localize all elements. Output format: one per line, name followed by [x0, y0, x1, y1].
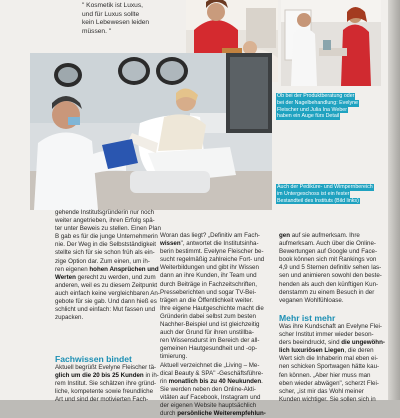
- text-line: [160, 353, 275, 361]
- text-fragment: denstamm zu einem Besuch in der: [279, 288, 375, 296]
- text-line: [160, 345, 275, 353]
- text-line: [160, 305, 275, 313]
- text-fragment: zige Option dar. Zum einen, um ih-: [55, 257, 150, 265]
- text-line: [55, 314, 167, 322]
- text-fragment: Art und sind der motivierten Fach-: [55, 396, 149, 404]
- text-fragment: B gab es für die junge Unternehmerin: [55, 233, 158, 241]
- text-line: [160, 232, 275, 240]
- text-line: [279, 339, 387, 347]
- quote-line: müssen. ": [82, 28, 112, 36]
- article-column-1b: [55, 364, 167, 404]
- quote-line: kein Lebewesen leiden: [82, 19, 150, 27]
- text-line: [55, 290, 167, 298]
- bold-text: persönliche Weiterempfehlun-: [177, 410, 266, 418]
- text-line: [160, 264, 275, 272]
- bold-text: Werten: [55, 273, 76, 281]
- text-line: [160, 272, 275, 280]
- text-fragment: durch Beiträge in Fachzeitschriften,: [160, 280, 257, 288]
- caption-line: Bestandteil des Instituts (Bild links): [277, 197, 359, 204]
- bold-text: glich um die 20 bis 25 Kunden: [55, 372, 144, 380]
- text-fragment: rem Institut. Sie schätzen ihre gründ-: [55, 380, 157, 388]
- text-line: [55, 372, 167, 380]
- article-column-1: [55, 209, 167, 322]
- text-fragment: ter unter Beweis zu stellen. Einen Plan: [55, 225, 161, 233]
- bold-text: wissen: [160, 240, 181, 248]
- text-fragment: rin: [160, 377, 169, 385]
- text-line: [55, 298, 167, 306]
- text-fragment: dann an ihre Kunden, ihr Team und: [160, 272, 257, 280]
- text-fragment: Nachher-Beispiel und ist gleichzeitig: [160, 321, 260, 329]
- text-fragment: ders beeindruckt, sind: [279, 339, 342, 347]
- caption-line: bei der Nagelbehandlung: Evelyne: [277, 99, 358, 106]
- text-fragment: gerecht zu werden, und zum: [75, 273, 156, 281]
- text-fragment: Woran das liegt? „Definitiv am Fach-: [160, 232, 260, 239]
- text-line: [55, 258, 167, 266]
- subheading-mehr-ist-mehr: Mehr ist mehr: [279, 313, 336, 323]
- text-line: [160, 297, 275, 305]
- text-line: [160, 386, 275, 394]
- text-line: [160, 329, 275, 337]
- article-column-3: [279, 232, 387, 305]
- text-line: [55, 233, 167, 241]
- text-line: [279, 355, 387, 363]
- text-line: [160, 402, 275, 410]
- text-fragment: trägen an die Öffentlichkeit weiter.: [160, 296, 254, 304]
- text-fragment: weiter angetrieben, ihren Erfolg spä-: [55, 217, 155, 225]
- text-fragment: Presseberichten und sogar TV-Bei-: [160, 288, 257, 296]
- text-line: [279, 248, 387, 256]
- text-line: [160, 281, 275, 289]
- text-line: [160, 256, 275, 264]
- quote-line: und für Luxus sollte: [82, 10, 140, 18]
- text-fragment: Aktuell verzeichnet die „Living – Me-: [160, 361, 260, 369]
- text-fragment: durch: [160, 410, 178, 418]
- text-line: [160, 248, 275, 256]
- text-fragment: auch der Grund für ihren unstillba-: [160, 329, 254, 337]
- text-fragment: Ihre eigene Hautgeschichte macht die: [160, 304, 264, 312]
- text-line: [279, 232, 387, 240]
- text-fragment: schlicht und einfach: Mut fassen und: [55, 306, 156, 314]
- text-line: [160, 394, 275, 402]
- text-line: [55, 241, 167, 249]
- text-fragment: auf sie aufmerksam. Ihre: [290, 232, 360, 239]
- text-line: [279, 281, 387, 289]
- text-fragment: liche, kompetente sowie freundliche: [55, 388, 154, 396]
- text-line: [160, 337, 275, 345]
- text-line: [279, 289, 387, 297]
- quote-line: " Kosmetik ist Luxus,: [82, 2, 143, 9]
- text-line: [160, 410, 275, 418]
- text-fragment: Aktuell begrüßt Evelyne Fleischer tä-: [55, 364, 157, 371]
- text-fragment: 4,9 und 5 Sternen definitiv sehen las-: [279, 264, 382, 272]
- text-line: [55, 225, 167, 233]
- text-fragment: gebote für sie gab. Und dann hieß es: [55, 298, 157, 306]
- text-fragment: Sie werden neben den Online-Akti-: [160, 385, 256, 393]
- text-line: [279, 347, 387, 355]
- text-fragment: der eigenen Website hauptsächlich: [160, 401, 257, 409]
- text-line: [279, 297, 387, 305]
- text-fragment: nie. Der Weg in die Selbstständigkeit: [55, 241, 157, 249]
- text-fragment: zupacken.: [55, 314, 84, 322]
- text-fragment: dical Beauty & SPA" -Geschäftsführe-: [160, 369, 264, 377]
- text-fragment: sucht regelmäßig zahlreiche Fort- und: [160, 256, 265, 264]
- text-fragment: .: [261, 377, 263, 385]
- page-edge-shadow: [388, 0, 400, 400]
- caption-line: haben ein Auge fürs Detail: [277, 113, 340, 120]
- bold-text: lich luxuriösen Liegen: [279, 347, 345, 355]
- bold-text: die ungewöhn-: [341, 339, 385, 347]
- text-line: [279, 240, 387, 248]
- text-line: [160, 370, 275, 378]
- text-fragment: stellte sich für sie schon früh als ein-: [55, 249, 155, 257]
- text-line: [160, 378, 275, 386]
- text-line: [55, 306, 167, 314]
- text-fragment: eben wieder abwägen", scherzt Flei-: [279, 379, 379, 387]
- text-fragment: in ih-: [143, 372, 159, 380]
- text-line: [279, 380, 387, 388]
- text-line: [279, 396, 387, 404]
- bold-text: gen: [279, 232, 291, 239]
- text-line: [279, 323, 387, 331]
- text-fragment: fen können. „Aber hier muss man: [279, 371, 371, 379]
- text-fragment: ren eigenen: [55, 265, 90, 273]
- text-fragment: Gründerin dabei selbst zum besten: [160, 312, 256, 320]
- text-fragment: ", antwortet die Institutsinha-: [180, 240, 259, 248]
- text-line: [160, 313, 275, 321]
- text-fragment: gemeinen Hautgesundheit und -op-: [160, 345, 258, 353]
- text-fragment: nen schicken Sportwagen hätte kau-: [279, 363, 380, 371]
- text-fragment: auch einfach keine vergleichbaren An-: [55, 289, 160, 297]
- text-line: [279, 331, 387, 339]
- text-line: [55, 249, 167, 257]
- text-line: [55, 388, 167, 396]
- text-fragment: , die deren: [344, 347, 374, 355]
- bold-text: monatlich bis zu 40 Neukunden: [168, 377, 262, 385]
- text-fragment: ren Wissensdurst im Bereich der all-: [160, 337, 260, 345]
- caption-line: Auch der Pediküre- und Wimpernbereich: [277, 184, 373, 190]
- text-line: [55, 282, 167, 290]
- text-fragment: Kunden wichtiger. Sie sollen sich in: [279, 395, 376, 403]
- text-fragment: Bewertungen auf Google und Face-: [279, 248, 378, 256]
- article-column-3b: [279, 323, 387, 404]
- photo-nail-treatment: [281, 0, 381, 86]
- text-line: [279, 272, 387, 280]
- text-line: [279, 264, 387, 272]
- text-fragment: anderen, weil es zu diesem Zeitpunkt: [55, 281, 158, 289]
- text-fragment: gehende Institutsgründerin nur noch: [55, 209, 155, 216]
- article-column-2: [160, 232, 275, 418]
- caption-line: Fleischer und Julia Ina Weber: [277, 106, 347, 113]
- text-line: [279, 388, 387, 396]
- pull-quote: [82, 2, 182, 37]
- text-line: [160, 362, 275, 370]
- text-fragment: book können sich mit Rankings von: [279, 256, 377, 264]
- caption-right: [276, 93, 378, 120]
- text-fragment: henden als auch den künftigen Kun-: [279, 280, 379, 288]
- caption-line: Ob bei der Produktberatung oder: [277, 93, 355, 99]
- text-line: [55, 217, 167, 225]
- text-fragment: berin bestimmt. Evelyne Fleischer be-: [160, 248, 264, 256]
- text-fragment: Wert sich die Inhaberin mal eben ei-: [279, 355, 378, 363]
- caption-line: im Untergeschoss ist ein fester: [277, 190, 350, 197]
- text-line: [160, 321, 275, 329]
- text-line: [279, 256, 387, 264]
- text-fragment: scher Institut immer wieder beson-: [279, 331, 374, 339]
- text-fragment: Weiterbildungen und gibt ihr Wissen: [160, 264, 259, 272]
- text-line: [279, 372, 387, 380]
- text-fragment: vitäten auf Facebook, Instagram und: [160, 393, 261, 401]
- text-fragment: veganen Wohlfühloase.: [279, 296, 344, 304]
- text-line: [55, 266, 167, 274]
- text-line: [55, 274, 167, 282]
- text-fragment: timierung.: [160, 353, 188, 361]
- subheading-fachwissen: Fachwissen bindet: [55, 354, 132, 364]
- text-line: [55, 209, 167, 217]
- text-line: [279, 363, 387, 371]
- bold-text: hohen Ansprüchen und: [89, 265, 159, 273]
- text-fragment: sen und animieren sowohl den beste-: [279, 272, 382, 280]
- caption-bottom: [276, 184, 382, 204]
- text-line: [55, 396, 167, 404]
- text-fragment: scher, „ist mir das Wohl meiner: [279, 387, 364, 395]
- text-line: [160, 240, 275, 248]
- photo-pedicure-room: [30, 53, 272, 210]
- text-line: [160, 289, 275, 297]
- text-fragment: Was ihre Kundschaft an Evelyne Flei-: [279, 323, 382, 330]
- text-line: [55, 364, 167, 372]
- text-fragment: aufmerksam. Auch über die Online-: [279, 240, 376, 248]
